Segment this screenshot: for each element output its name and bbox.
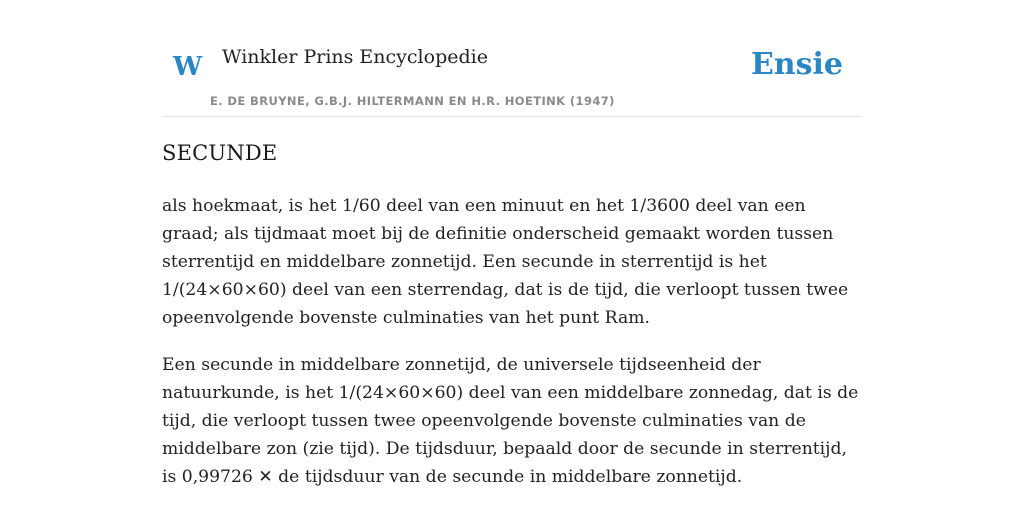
source-header bbox=[162, 0, 862, 117]
source-authors: E. DE BRUYNE, G.B.J. HILTERMANN EN H.R. HOETINK (1947) bbox=[210, 94, 615, 108]
entry-paragraph: Een secunde in middelbare zonnetijd, de universele tijdseenheid der natuurkunde, is het 1/(24×60×60) deel van een middelbare zonnedag, dat is de tijd, die verloopt tussen twee opeenvolgende bovenste culminaties van de middelbare zon (zie tijd). De tijdsduur, bepaald door de secunde in sterrentijd, is 0,99726 ✕ de tijdsduur van de secunde in middelbare zonnetijd. bbox=[162, 355, 859, 487]
entry-title: SECUNDE bbox=[162, 141, 278, 165]
entry-paragraph: als hoekmaat, is het 1/60 deel van een minuut en het 1/3600 deel van een graad; als tijdmaat moet bij de definitie onderscheid gemaakt worden tussen sterrentijd en middelbare zonnetijd. Een secunde in sterrentijd is het 1/(24×60×60) deel van een sterrendag, dat is de tijd, die verloopt tussen twee opeenvolgende bovenste culminaties van het punt Ram. bbox=[162, 196, 849, 328]
entry-body bbox=[162, 192, 866, 510]
source-title[interactable]: Winkler Prins Encyclopedie bbox=[222, 46, 488, 68]
brand-logo[interactable]: Ensie bbox=[750, 47, 843, 82]
source-logo: W bbox=[173, 52, 203, 82]
